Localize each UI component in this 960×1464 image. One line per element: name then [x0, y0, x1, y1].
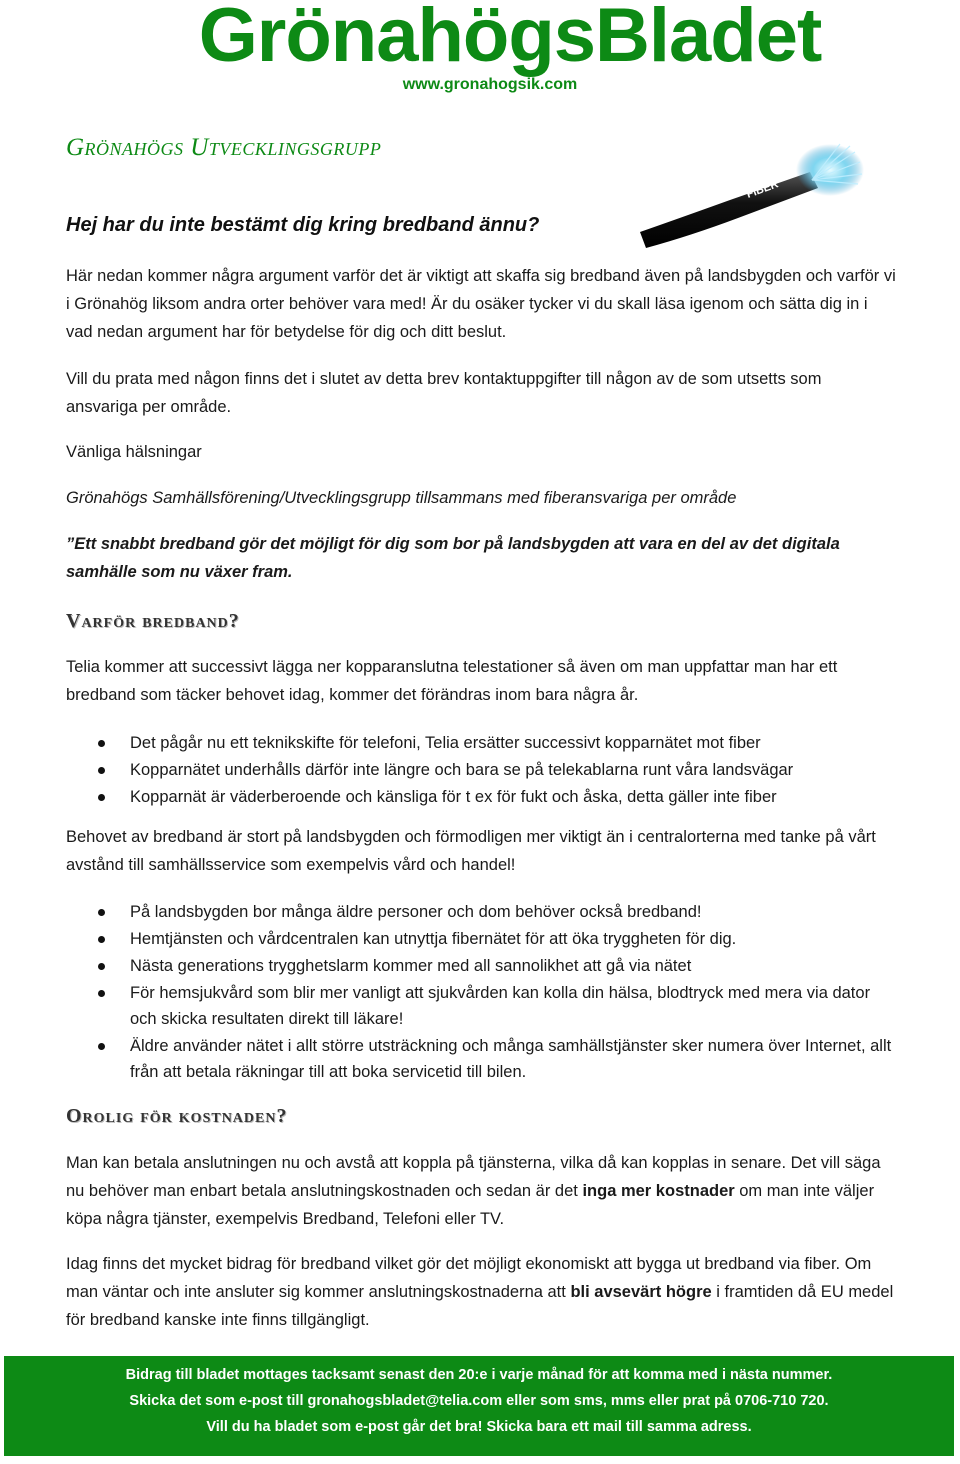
- cost-paragraph: Man kan betala anslutningen nu och avstå att koppla på tjänsterna, vilka då kan kopplas in senare. Det vill säga nu behöver man enbart betala anslutningskostnaden och sedan är det inga mer kostnader om man inte väljer köpa några tjänster, exempelvis Bredband, Telefoni eller TV.: [66, 1154, 881, 1228]
- bullet-icon: [98, 909, 105, 916]
- list-item: Nästa generations trygghetslarm kommer med all sannolikhet att gå via nätet: [66, 953, 896, 979]
- bullet-icon: [98, 794, 105, 801]
- list-item: Kopparnät är väderberoende och känsliga för t ex för fukt och åska, detta gäller inte fiber: [66, 784, 896, 810]
- need-paragraph: Behovet av bredband är stort på landsbygden och förmodligen mer viktigt än i centralorterna med tanke på vårt avstånd till samhällsservice som exempelvis vård och handel!: [66, 828, 876, 874]
- quote: ”Ett snabbt bredband gör det möjligt för dig som bor på landsbygden att vara en del av det digitala samhälle som nu växer fram.: [66, 535, 840, 581]
- greeting: Vänliga hälsningar: [66, 443, 202, 461]
- footer-line-2: Skicka det som e-post till gronahogsbladet@telia.com eller som sms, mms eller prat på 0706-710 720.: [129, 1393, 829, 1409]
- list-item: Hemtjänsten och vårdcentralen kan utnyttja fibernätet för att öka tryggheten för dig.: [66, 926, 896, 952]
- intro-paragraph: Här nedan kommer några argument varför det är viktigt att skaffa sig bredband även på landsbygden och varför vi i Grönahög liksom andra orter behöver vara med! Är du osäker tycker vi du skall läsa igenom och sätta dig in i vad nedan argument har för betydelse för dig och ditt beslut.: [66, 267, 896, 341]
- footer-banner: [4, 1356, 954, 1456]
- list-item: För hemsjukvård som blir mer vanligt att sjukvården kan kolla din hälsa, blodtryck med mera via dator och skicka resultaten direkt till läkare!: [66, 980, 896, 1032]
- list-item: Äldre använder nätet i allt större utsträckning och många samhällstjänster sker numera över Internet, allt från att betala räkningar till att boka servicetid till bilen.: [66, 1033, 896, 1085]
- list-item: Det pågår nu ett teknikskifte för telefoni, Telia ersätter successivt kopparnätet mot fiber: [66, 730, 896, 756]
- bullet-icon: [98, 963, 105, 970]
- list-item: På landsbygden bor många äldre personer och dom behöver också bredband!: [66, 899, 896, 925]
- bullet-icon: [98, 990, 105, 997]
- bullet-icon: [98, 1043, 105, 1050]
- section-heading-why-broadband: Varför bredband?: [66, 610, 240, 632]
- fiber-label: FIBER: [744, 178, 781, 201]
- group-heading: Grönahögs Utvecklingsgrupp: [66, 134, 382, 161]
- website-link[interactable]: www.gronahogsik.com: [402, 76, 578, 93]
- bullet-icon: [98, 740, 105, 747]
- fiber-cable-icon: [640, 140, 865, 250]
- intro-question: Hej har du inte bestämt dig kring bredband ännu?: [66, 214, 540, 236]
- telia-paragraph: Telia kommer att successivt lägga ner kopparanslutna telestationer så även om man uppfattar man har ett bredband som täcker behovet idag, kommer det förändras inom bara några år.: [66, 658, 838, 704]
- emphasis: inga mer kostnader: [582, 1182, 735, 1200]
- footer-line-1: Bidrag till bladet mottages tacksamt senast den 20:e i varje månad för att komma med i nästa nummer.: [125, 1367, 833, 1383]
- emphasis: bli avsevärt högre: [570, 1283, 712, 1301]
- subsidy-paragraph: Idag finns det mycket bidrag för bredband vilket gör det möjligt ekonomiskt att bygga ut bredband via fiber. Om man väntar och inte ansluter sig kommer anslutningskostnaderna att bli avsevärt högre i framtiden då EU medel för bredband kanske inte finns tillgängligt.: [66, 1255, 894, 1329]
- benefits-bullet-list: [66, 899, 896, 1086]
- newsletter-title: GrönahögsBladet: [198, 0, 822, 78]
- list-item: Kopparnätet underhålls därför inte längre och bara se på telekablarna runt våra landsvägar: [66, 757, 896, 783]
- contact-paragraph: Vill du prata med någon finns det i slutet av detta brev kontaktuppgifter till någon av de som utsetts som ansvariga per område.: [66, 370, 822, 416]
- bullet-icon: [98, 936, 105, 943]
- section-heading-cost: Orolig för kostnaden?: [66, 1105, 288, 1127]
- copper-bullet-list: [66, 730, 896, 811]
- signature: Grönahögs Samhällsförening/Utvecklingsgrupp tillsammans med fiberansvariga per område: [66, 489, 737, 507]
- bullet-icon: [98, 767, 105, 774]
- footer-line-3: Vill du ha bladet som e-post går det bra! Skicka bara ett mail till samma adress.: [206, 1419, 752, 1435]
